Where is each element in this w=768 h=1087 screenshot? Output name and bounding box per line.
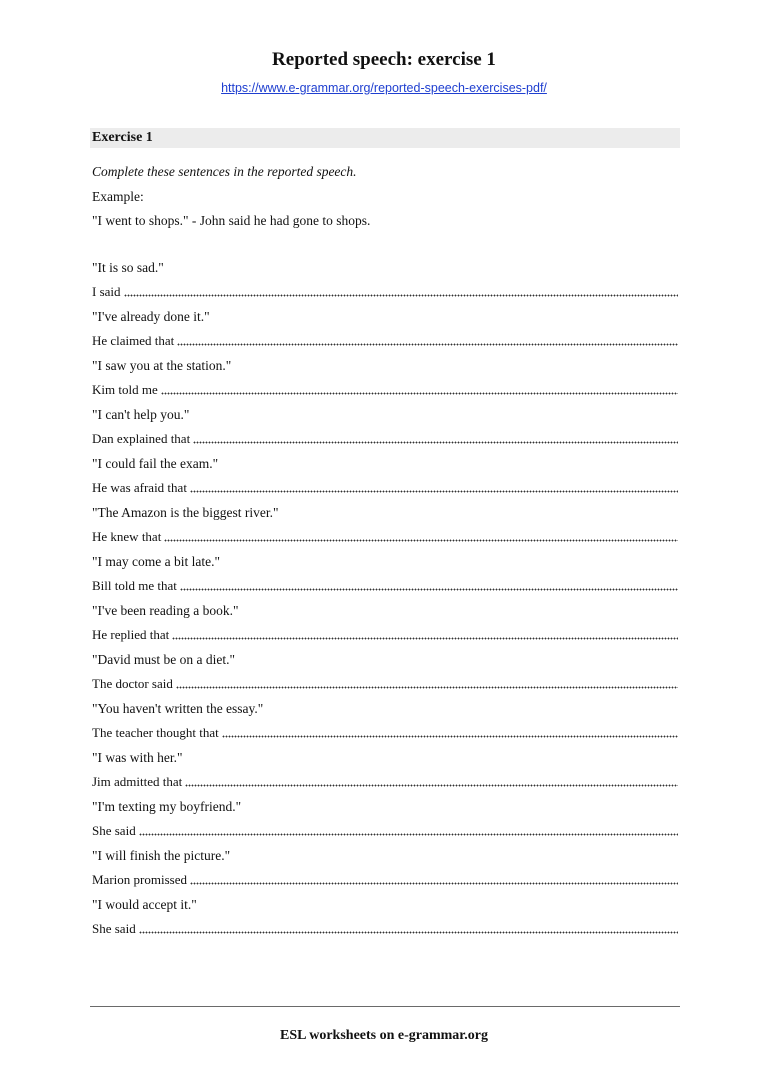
dotted-blank[interactable] xyxy=(172,628,678,640)
dotted-blank[interactable] xyxy=(190,873,678,885)
quote-sentence: "I would accept it." xyxy=(92,897,197,912)
answer-line[interactable] xyxy=(92,822,678,847)
answer-line[interactable] xyxy=(92,773,678,798)
quote-sentence: "I've been reading a book." xyxy=(92,603,239,618)
answer-line[interactable] xyxy=(92,577,678,602)
exercise-heading: Exercise 1 xyxy=(92,130,153,145)
dotted-blank[interactable] xyxy=(177,334,678,346)
answer-lead: I said xyxy=(92,284,121,299)
dotted-blank[interactable] xyxy=(193,432,678,444)
answer-lead: She said xyxy=(92,823,136,838)
exercise-item xyxy=(92,406,678,455)
exercise-item xyxy=(92,308,678,357)
quote-sentence: "I was with her." xyxy=(92,750,183,765)
answer-lead: Bill told me that xyxy=(92,578,177,593)
quote-sentence: "I've already done it." xyxy=(92,309,210,324)
footer-divider xyxy=(90,1006,680,1007)
dotted-blank[interactable] xyxy=(185,775,678,787)
quote-sentence: "You haven't written the essay." xyxy=(92,701,264,716)
answer-line[interactable] xyxy=(92,381,678,406)
footer-text: ESL worksheets on e-grammar.org xyxy=(280,1028,488,1043)
answer-lead: He replied that xyxy=(92,627,170,642)
exercise-item xyxy=(92,847,678,896)
exercise-item xyxy=(92,700,678,749)
example-label: Example: xyxy=(92,189,144,204)
answer-line[interactable] xyxy=(92,920,678,945)
answer-line[interactable] xyxy=(92,675,678,700)
dotted-blank[interactable] xyxy=(222,726,678,738)
exercise-item xyxy=(92,749,678,798)
dotted-blank[interactable] xyxy=(161,383,678,395)
quote-sentence: "It is so sad." xyxy=(92,260,164,275)
page-title: Reported speech: exercise 1 xyxy=(272,49,496,70)
answer-line[interactable] xyxy=(92,332,678,357)
exercise-item xyxy=(92,553,678,602)
example-text: "I went to shops." - John said he had gone to shops. xyxy=(92,213,371,228)
answer-lead: Dan explained that xyxy=(92,431,191,446)
answer-lead: Marion promissed xyxy=(92,872,187,887)
dotted-blank[interactable] xyxy=(164,530,678,542)
dotted-blank[interactable] xyxy=(180,579,678,591)
dotted-blank[interactable] xyxy=(176,677,678,689)
exercise-heading-bar xyxy=(90,128,680,148)
exercise-item xyxy=(92,455,678,504)
answer-lead: He was afraid that xyxy=(92,480,187,495)
quote-sentence: "I can't help you." xyxy=(92,407,190,422)
quote-sentence: "I may come a bit late." xyxy=(92,554,220,569)
quote-sentence: "I could fail the exam." xyxy=(92,456,219,471)
quote-sentence: "The Amazon is the biggest river." xyxy=(92,505,279,520)
exercise-item xyxy=(92,798,678,847)
answer-line[interactable] xyxy=(92,724,678,749)
answer-lead: The doctor said xyxy=(92,676,173,691)
dotted-blank[interactable] xyxy=(139,922,678,934)
dotted-blank[interactable] xyxy=(190,481,678,493)
quote-sentence: "David must be on a diet." xyxy=(92,652,235,667)
dotted-blank[interactable] xyxy=(124,285,678,297)
exercise-instruction: Complete these sentences in the reported speech. xyxy=(92,164,357,179)
exercise-items xyxy=(92,259,678,945)
answer-line[interactable] xyxy=(92,528,678,553)
quote-sentence: "I saw you at the station." xyxy=(92,358,232,373)
answer-lead: Jim admitted that xyxy=(92,774,183,789)
answer-lead: He knew that xyxy=(92,529,162,544)
answer-lead: She said xyxy=(92,921,136,936)
exercise-item xyxy=(92,896,678,945)
answer-lead: The teacher thought that xyxy=(92,725,219,740)
answer-line[interactable] xyxy=(92,283,678,308)
exercise-item xyxy=(92,651,678,700)
quote-sentence: "I will finish the picture." xyxy=(92,848,231,863)
answer-line[interactable] xyxy=(92,871,678,896)
exercise-item xyxy=(92,602,678,651)
exercise-item xyxy=(92,504,678,553)
quote-sentence: "I'm texting my boyfriend." xyxy=(92,799,242,814)
dotted-blank[interactable] xyxy=(139,824,678,836)
answer-lead: He claimed that xyxy=(92,333,175,348)
exercise-item xyxy=(92,357,678,406)
answer-line[interactable] xyxy=(92,626,678,651)
answer-line[interactable] xyxy=(92,430,678,455)
answer-line[interactable] xyxy=(92,479,678,504)
exercise-item xyxy=(92,259,678,308)
answer-lead: Kim told me xyxy=(92,382,158,397)
source-link[interactable]: https://www.e-grammar.org/reported-speech-exercises-pdf/ xyxy=(221,81,547,95)
